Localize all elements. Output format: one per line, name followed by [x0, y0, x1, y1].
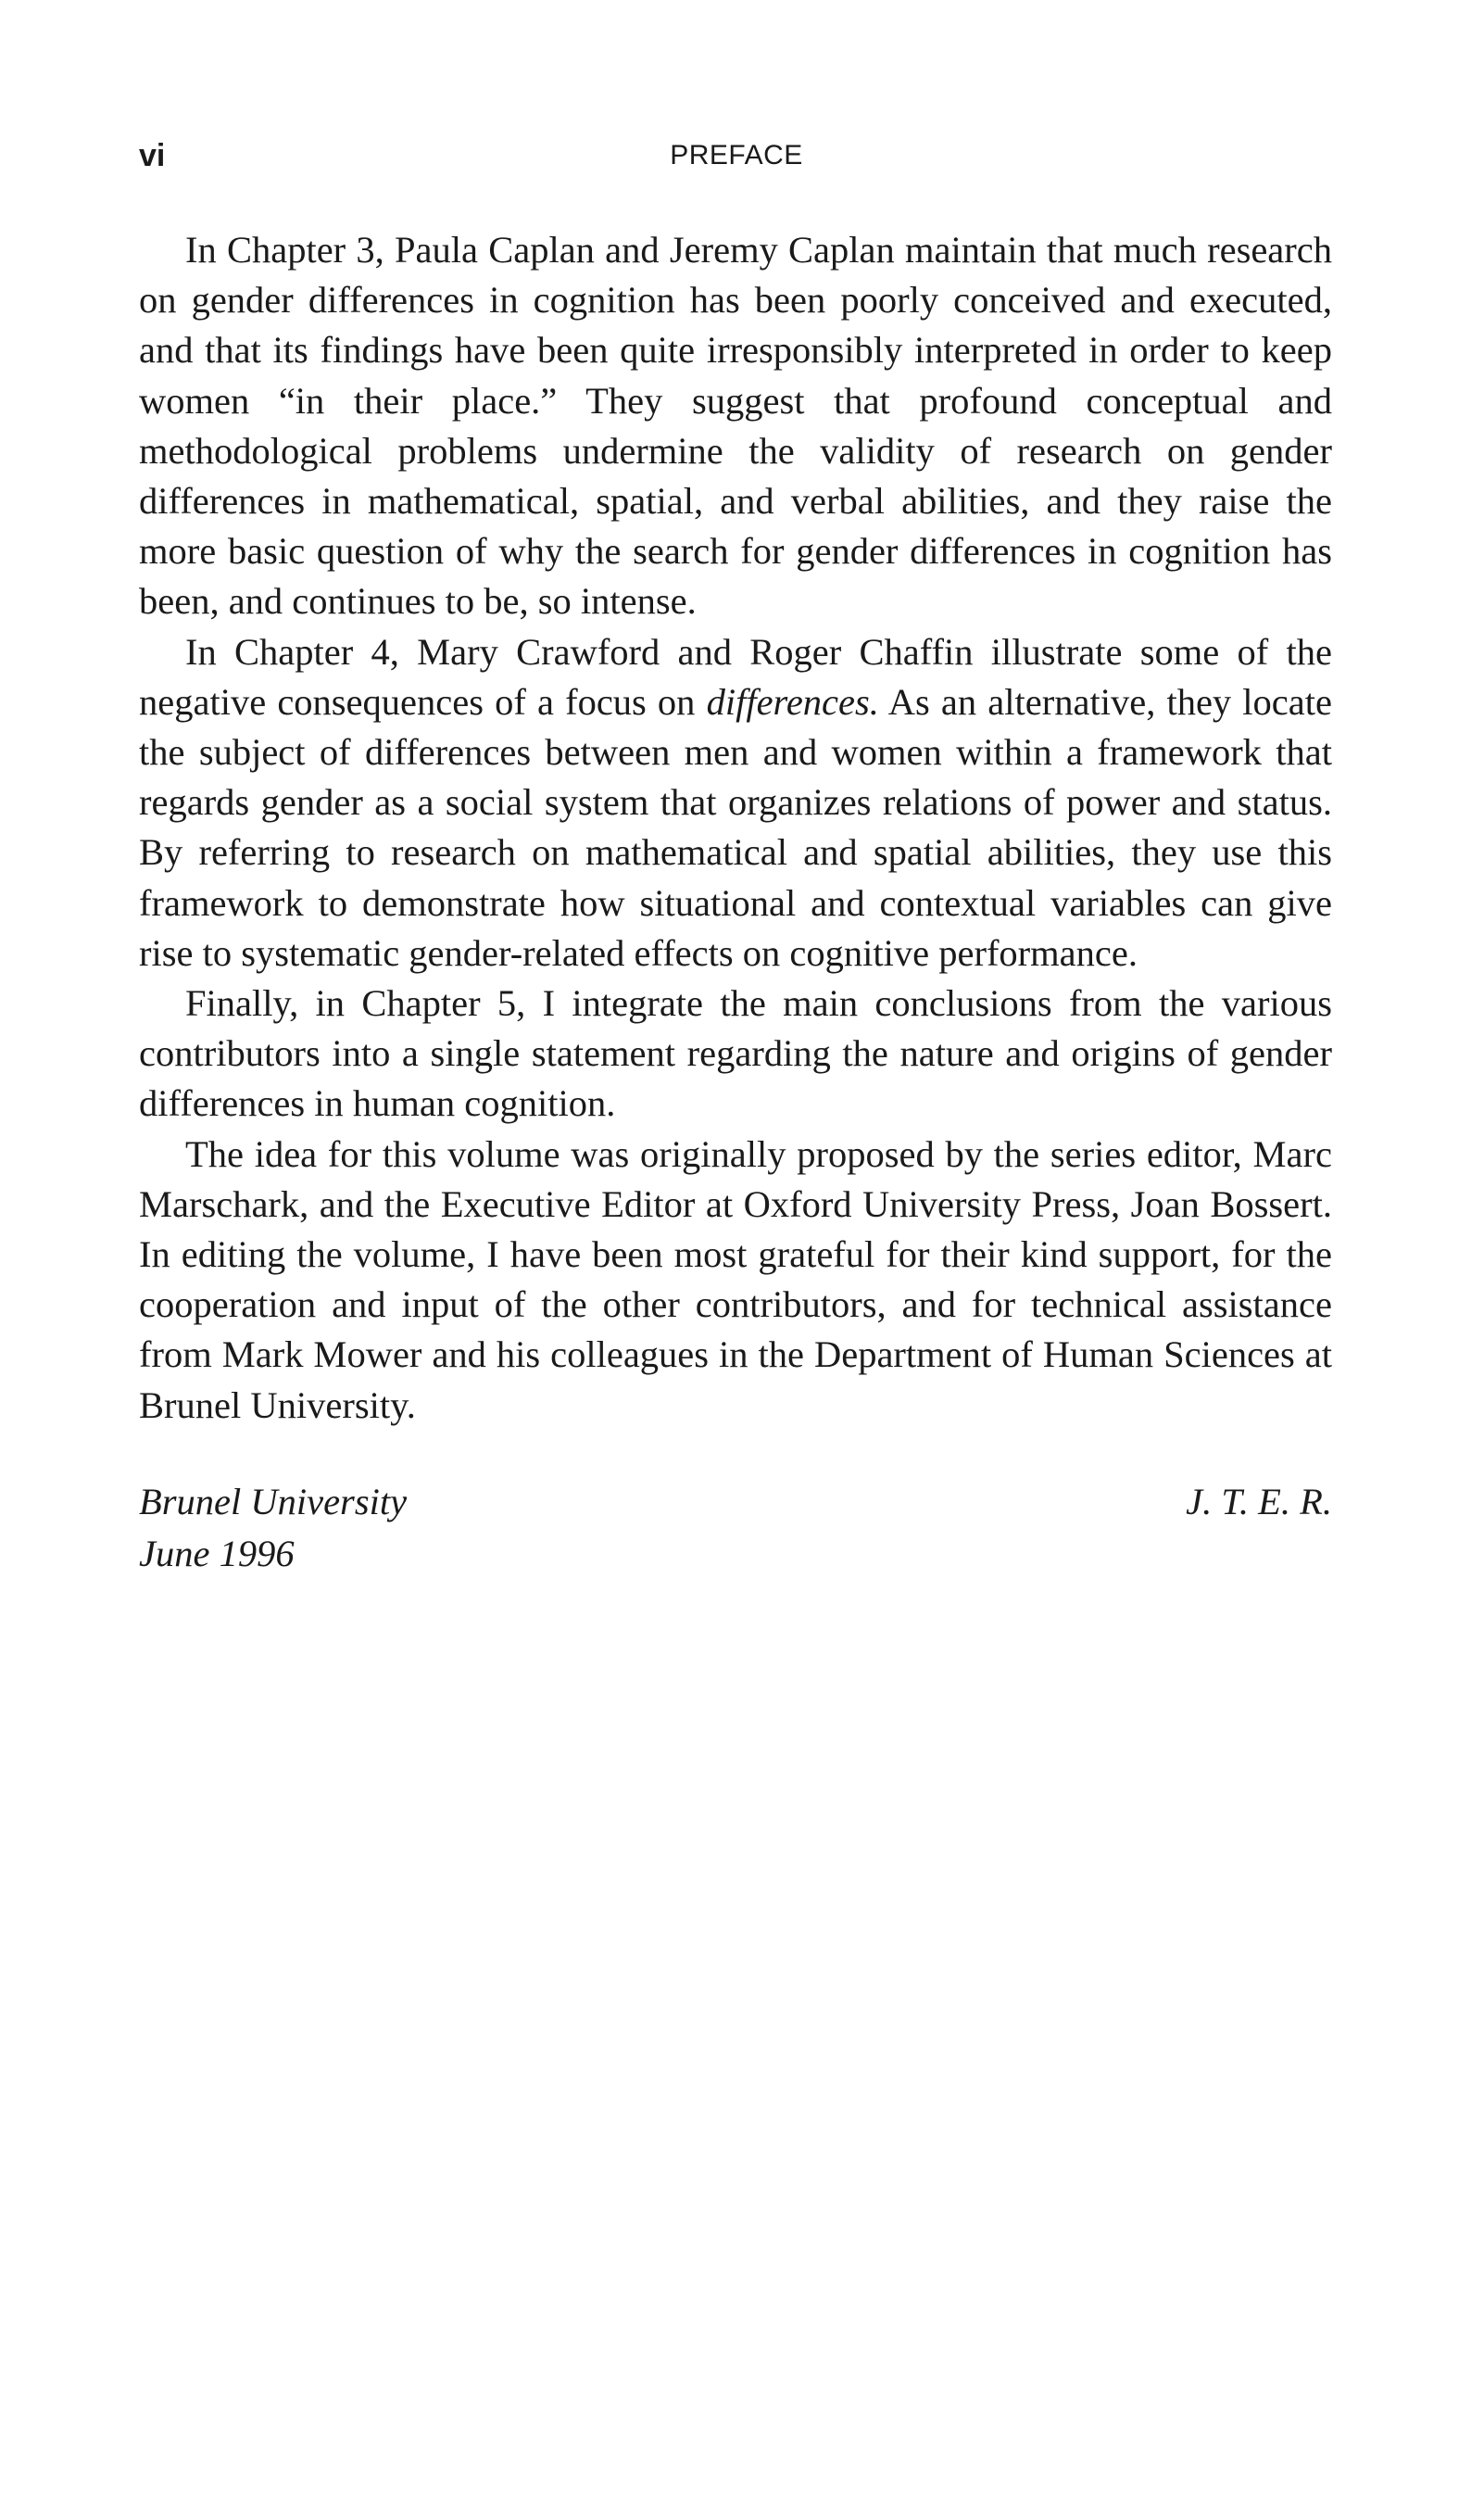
- signoff-date: June 1996: [139, 1533, 295, 1574]
- preface-body: [139, 225, 1332, 1431]
- paragraph-chapter-4-lead: In Chapter 4, Mary Crawford and Roger Chaffin illustrate some of the negative consequences of a focus on: [139, 630, 1332, 723]
- emphasis-differences: differences.: [706, 680, 879, 723]
- running-title: PREFACE: [670, 140, 803, 170]
- page-number: vi: [139, 138, 166, 173]
- paragraph-chapter-5: Finally, in Chapter 5, I integrate the main conclusions from the various contributors into a single statement regarding the nature and origins of gender differences in human cognition.: [139, 982, 1332, 1125]
- paragraph-chapter-4: [139, 627, 1332, 979]
- signoff-place: Brunel University: [139, 1481, 408, 1522]
- paragraph-chapter-4-rest: As an alternative, they locate the subject of differences between men and women within a framework that regards gender as a social system that organizes relations of power and status. By referring to research on mathematical and spatial abilities, they use this framework to demonstrate how situational and contextual variables can give rise to systematic gender-related effects on cognitive performance.: [139, 680, 1332, 974]
- paragraph-chapter-3: In Chapter 3, Paula Caplan and Jeremy Caplan maintain that much research on gender differences in cognition has been poorly conceived and executed, and that its findings have been quite irresponsibly interpreted in order to keep women “in their place.” They suggest that profound conceptual and methodological problems undermine the validity of research on gender differences in mathematical, spatial, and verbal abilities, and they raise the more basic question of why the search for gender differences in cognition has been, and continues to be, so intense.: [139, 229, 1332, 623]
- running-head: [139, 137, 1334, 174]
- signoff: [139, 1476, 1332, 1580]
- paragraph-acknowledgements: The idea for this volume was originally proposed by the series editor, Marc Marschark, and the Executive Editor at Oxford University Press, Joan Bossert. In editing the volume, I have been most grateful for their kind support, for the cooperation and input of the other contributors, and for technical assistance from Mark Mower and his colleagues in the Department of Human Sciences at Brunel University.: [139, 1132, 1332, 1426]
- signoff-initials: J. T. E. R.: [1186, 1481, 1332, 1522]
